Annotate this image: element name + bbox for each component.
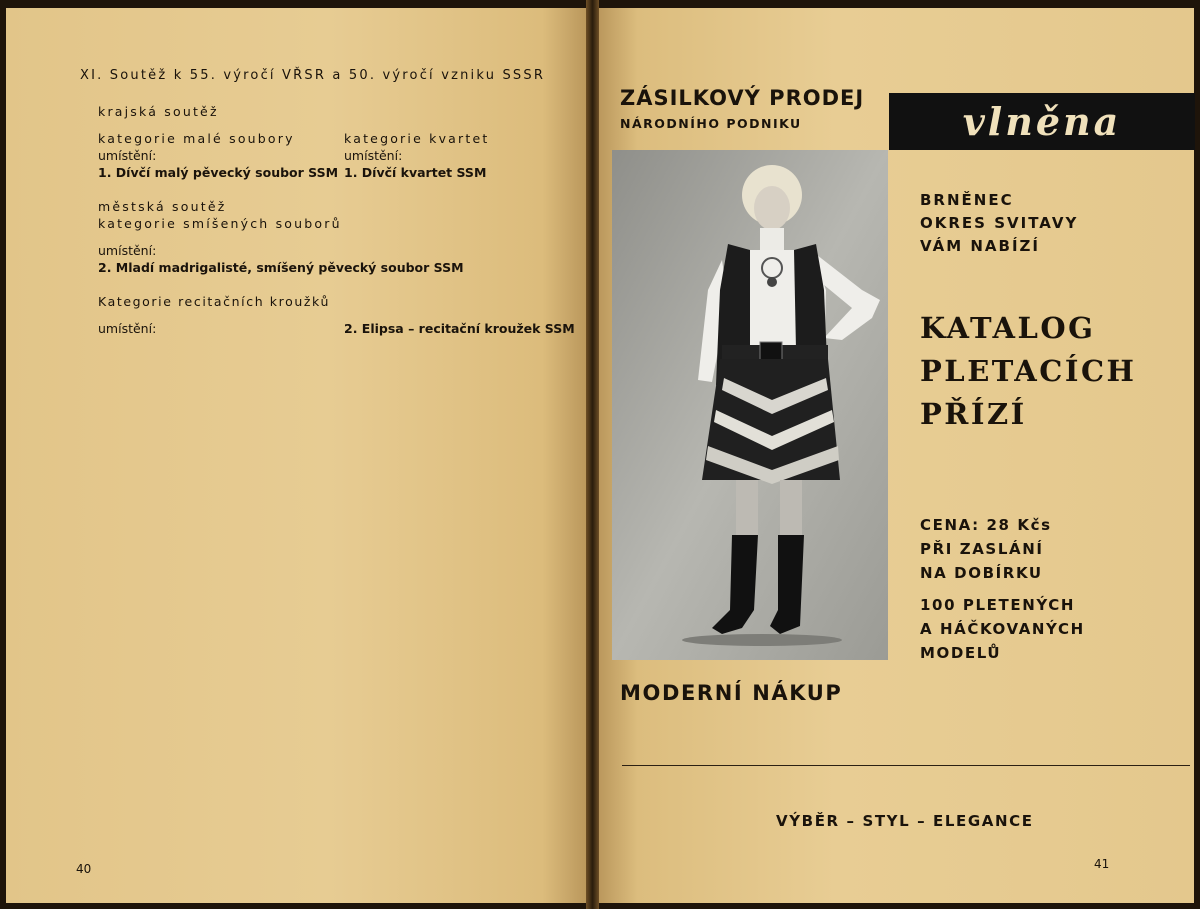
mixed-ensemble-result: 2. Mladí madrigalisté, smíšený pěvecký soubor SSM (98, 260, 464, 275)
address-line: OKRES SVITAVY (920, 214, 1079, 232)
recitation-result: 2. Elipsa – recitační kroužek SSM (344, 321, 575, 336)
section-heading: XI. Soutěž k 55. výročí VŘSR a 50. výročí vzniku SSSR (80, 68, 546, 83)
category-mixed-ensembles-label: kategorie smíšených souborů (98, 216, 342, 231)
category-quartet-label: kategorie kvartet (344, 131, 490, 146)
placement-label: umístění: (344, 148, 403, 163)
price-line: NA DOBÍRKU (920, 564, 1043, 582)
book-gutter (586, 0, 599, 909)
mail-order-title: ZÁSILKOVÝ PRODEJ (620, 86, 865, 110)
catalog-title-line: KATALOG (920, 311, 1096, 345)
address-line: BRNĚNEC (920, 191, 1014, 209)
category-small-ensembles-label: kategorie malé soubory (98, 131, 295, 146)
catalog-title-line: PLETACÍCH (920, 354, 1137, 388)
address-line: VÁM NABÍZÍ (920, 237, 1040, 255)
placement-label: umístění: (98, 243, 157, 258)
models-line: 100 PLETENÝCH (920, 596, 1076, 614)
price-line: PŘI ZASLÁNÍ (920, 540, 1044, 558)
modern-shopping-slogan: MODERNÍ NÁKUP (620, 681, 843, 705)
models-line: MODELŮ (920, 644, 1002, 662)
page-number-right: 41 (1094, 857, 1110, 871)
price-line: CENA: 28 Kčs (920, 516, 1052, 534)
placement-label: umístění: (98, 321, 157, 336)
quartet-result: 1. Dívčí kvartet SSM (344, 165, 487, 180)
city-competition-label: městská soutěž (98, 199, 227, 214)
models-line: A HÁČKOVANÝCH (920, 620, 1085, 638)
tagline: VÝBĚR – STYL – ELEGANCE (776, 812, 1034, 830)
catalog-title-line: PŘÍZÍ (920, 397, 1027, 431)
fashion-model-photo (612, 150, 888, 660)
page-number-left: 40 (76, 862, 92, 876)
category-recitation-label: Kategorie recitačních kroužků (98, 294, 330, 309)
vlnena-logo: vlněna (889, 93, 1195, 150)
regional-competition-label: krajská soutěž (98, 104, 219, 119)
left-page (6, 8, 589, 903)
national-enterprise-subtitle: NÁRODNÍHO PODNIKU (620, 116, 802, 131)
placement-label: umístění: (98, 148, 157, 163)
small-ensemble-result: 1. Dívčí malý pěvecký soubor SSM (98, 165, 339, 180)
divider-line (622, 765, 1190, 766)
